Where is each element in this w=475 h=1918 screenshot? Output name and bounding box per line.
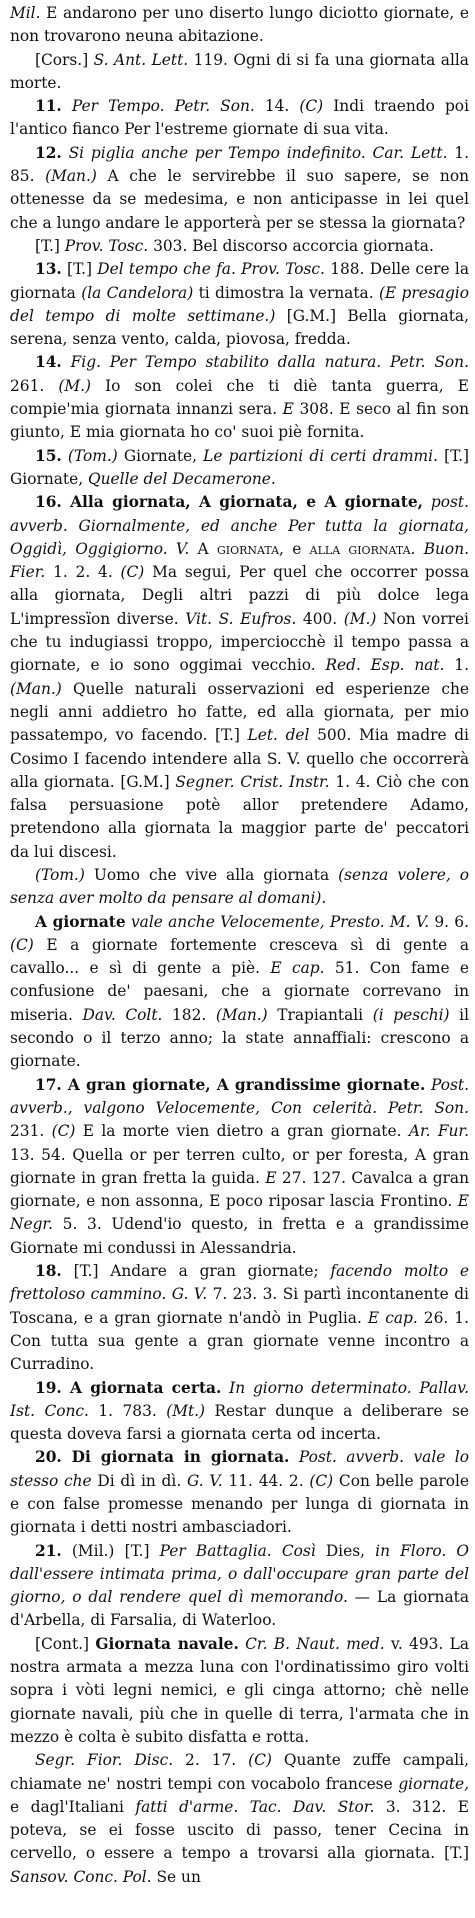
text-run: 14.	[35, 353, 62, 372]
text-run: Giornata navale.	[95, 1634, 239, 1653]
text-run: [T.] Andare a gran giornate;	[61, 1262, 331, 1281]
text-run: 182.	[162, 1005, 216, 1024]
text-run: 7. 23. 3. Si partì incontanente di Toscana, e a gran giornate n'andò in Puglia.	[10, 1285, 469, 1327]
text-run: G. V.	[186, 1471, 223, 1490]
text-run: E	[265, 1168, 277, 1187]
text-run: Segr. Fior. Disc.	[35, 1751, 174, 1770]
text-run: (M.)	[343, 609, 377, 628]
entry-paragraph	[10, 258, 469, 351]
text-run: .	[410, 539, 424, 558]
entry-paragraph	[10, 49, 469, 96]
text-run: Dav. Colt.	[82, 1005, 163, 1024]
text-run: E a giornate fortemente cresceva sì di gente a cavallo... e sì di gente a piè.	[10, 935, 469, 978]
text-run: 3. 312. E poteva, se ei fosse uscito di passo, tener Cecina in cervello, o essere a tempo a trovarsi alla giornata. [T.]	[10, 1797, 469, 1863]
text-run: vale anche Velocemente, Presto. M. V.	[130, 912, 430, 931]
text-run	[62, 144, 69, 162]
entry-paragraph	[10, 1074, 469, 1260]
text-run: A giornate	[35, 912, 126, 931]
text-run: 188. Delle cere la giornata	[10, 260, 469, 302]
text-run: Segner. Crist. Instr.	[175, 772, 330, 791]
entry-paragraph	[10, 1540, 469, 1633]
text-run: 26. 1. Con tutta sua gente a gran giornate venne incontro a Curradino.	[10, 1308, 469, 1374]
entry-paragraph	[10, 445, 469, 492]
entry-paragraph	[10, 491, 469, 864]
text-run: Post. avverb. vale lo stesso che	[10, 1448, 469, 1490]
text-run: A giornata	[197, 539, 280, 558]
text-run: 231.	[10, 1122, 52, 1141]
text-run: Uomo che vive alla giornata	[84, 865, 339, 884]
text-run: (E presagio del tempo di molte settimane.)	[10, 283, 469, 325]
text-run: — La giornata d'Arbella, di Farsalia, di Waterloo.	[10, 1588, 469, 1630]
text-run: Cr. B. Naut. med.	[245, 1634, 385, 1653]
text-run: 5. 3. Udend'io questo, in fretta e a grandissime Giornate mi condussi in Alessandria.	[10, 1215, 469, 1257]
text-run: Del tempo che fa. Prov. Tosc.	[97, 260, 325, 279]
text-run: Quante zuffe campali, chiamate ne' nostri tempi con vocabolo francese	[10, 1751, 469, 1793]
text-run: (Mil.) [T.]	[61, 1541, 160, 1560]
entry-paragraph	[10, 1446, 469, 1539]
text-run: giornate,	[398, 1774, 469, 1793]
text-run: Non vorrei che tu indugiassi troppo, imperciocchè il tempo passa a giornate, e io sono oggimai vecchio.	[10, 609, 469, 675]
text-run: Let. del	[247, 726, 310, 745]
entry-paragraph	[10, 1377, 469, 1447]
entry-paragraph	[10, 1749, 469, 1889]
text-run: Indi traendo poi l'antico fianco Per l'estreme giornate di sua vita.	[10, 97, 469, 139]
text-run: Per Tempo. Petr. Son.	[71, 97, 255, 116]
text-run: (C)	[248, 1751, 272, 1770]
text-run: 21.	[35, 1541, 62, 1560]
text-run: facendo molto e frettoloso cammino. G. V.	[10, 1262, 469, 1304]
text-run: Buon. Fier.	[10, 539, 469, 582]
entry-paragraph	[10, 95, 469, 142]
text-run: Quelle del Decamerone.	[88, 469, 276, 488]
text-run: [Cont.]	[35, 1634, 96, 1653]
text-run: (C)	[120, 563, 145, 582]
text-run: Ar. Fur.	[408, 1122, 469, 1141]
entry-paragraph	[10, 1633, 469, 1749]
text-run: 13.	[35, 260, 62, 279]
text-run: Giornate,	[117, 446, 204, 465]
text-run: (Tom.)	[67, 446, 118, 465]
text-run: Per Battaglia. Così	[159, 1541, 316, 1560]
text-run: Ma segui, Per quel che occorrer possa alla giornata, Degli altri pazzi di più dolce lega L'impressïon diverse.	[10, 563, 469, 628]
text-run: 500. Mia madre di Cosimo I facendo intendere alla S. V. quello che occorrerà alla giornata. [G.M.]	[10, 726, 469, 791]
text-run: 14.	[254, 97, 300, 116]
text-run	[221, 1379, 229, 1397]
text-run: 19. A giornata certa.	[35, 1378, 222, 1397]
text-run: 27. 127. Cavalca a gran giornate, e non assonna, E poco riposar lascia Frontino.	[10, 1168, 469, 1211]
text-run: Se un	[151, 1867, 201, 1886]
text-run: 18.	[35, 1262, 62, 1281]
text-run: Prov. Tosc.	[64, 236, 149, 255]
text-run: 1.	[444, 656, 469, 675]
text-run: Quelle naturali osservazioni ed esperienze che negli anni addietro ho fatte, ed alla giornata, per mio passatempo, vo facendo. [T.]	[10, 679, 469, 745]
text-run: (Man.)	[215, 1005, 268, 1024]
text-run: Di dì in dì.	[91, 1471, 187, 1490]
text-run: Dies,	[315, 1541, 376, 1560]
text-run: (Tom.)	[35, 865, 85, 884]
text-run: (senza volere, o senza aver molto da pensare al domani).	[10, 865, 469, 908]
text-run	[423, 493, 431, 511]
entry-paragraph	[10, 2, 469, 49]
text-run: 13. 54. Quella or per terren culto, or per foresta, A gran giornate in gran fretta la guida.	[10, 1145, 469, 1187]
text-run: 261.	[10, 376, 59, 395]
text-run: (Man.)	[10, 679, 62, 698]
text-run: fatti d'arme. Tac. Dav. Stor.	[135, 1797, 375, 1816]
text-run: 1. 85.	[10, 143, 469, 186]
entry-paragraph	[10, 864, 469, 911]
text-run: Sansov. Conc. Pol.	[10, 1867, 152, 1886]
text-run: S. Ant. Lett.	[93, 50, 189, 69]
text-run: 16. Alla giornata, A giornata, e A giornate,	[35, 493, 424, 512]
text-run: v. 493. La nostra armata a mezza luna con l'ordinatissimo giro volti sopra i vòti legni nemici, e gli cinga attorno; chè nelle giornate navali, più che in quelle di terra, l'armata che in mezzo è colta è subito disfatta e rotta.	[10, 1634, 469, 1746]
entry-paragraph	[10, 1260, 469, 1376]
text-run: E la morte vien dietro a gran giornate.	[75, 1122, 409, 1141]
text-run: 15.	[35, 446, 62, 465]
text-run: (C)	[299, 97, 324, 116]
text-run: [T.]	[61, 260, 98, 279]
text-run: 2. 17.	[173, 1751, 249, 1770]
text-run: 11.	[35, 97, 62, 116]
text-run: In giorno determinato. Pallav. Ist. Conc.	[10, 1378, 469, 1420]
text-run: alla giornata	[309, 539, 411, 558]
text-run: Fig. Per Tempo stabilito dalla natura. Petr. Son.	[70, 353, 469, 372]
text-run: 303. Bel discorso accorcia giornata.	[148, 236, 434, 255]
text-run: E cap.	[270, 959, 325, 978]
entry-paragraph	[10, 351, 469, 444]
text-run: [Cors.]	[35, 50, 94, 69]
text-run	[62, 97, 72, 115]
entry-paragraph	[10, 235, 469, 258]
text-run: [T.]	[35, 236, 65, 255]
text-run: [G.M.] Bella giornata, serena, senza vento, calda, piovosa, fredda.	[10, 306, 469, 349]
text-run: Si piglia anche per Tempo indefinito. Car. Lett.	[68, 143, 448, 162]
text-run	[289, 1448, 298, 1466]
text-run: il secondo o il terzo anno; la state annaffiali: crescono a giornate.	[10, 1005, 469, 1071]
text-run: (M.)	[58, 376, 92, 395]
text-run: A che le servirebbe il suo sapere, se non ottenesse da se medesima, e non anticipasse in lei quel che a lungo andare le apporterà per se stessa la giornata?	[10, 167, 469, 232]
text-run: 1. 4. Ciò che con falsa persuasione potè allor pretendere Adamo, pretendono alla giornata la maggior parte de' peccatori da lui discesi.	[10, 772, 469, 861]
text-run: ti dimostra la vernata.	[193, 283, 379, 302]
text-run: (C)	[309, 1471, 334, 1490]
text-run	[189, 540, 197, 558]
text-run: Post. avverb., valgono Velocemente, Con celerità. Petr. Son.	[10, 1075, 469, 1117]
entry-paragraph	[10, 142, 469, 235]
text-run: 11. 44. 2.	[222, 1471, 310, 1490]
text-run: 119. Ogni di si fa una giornata alla morte.	[10, 50, 469, 92]
text-run: Trapiantali	[267, 1005, 373, 1024]
entry-paragraph	[10, 911, 469, 1074]
text-run: (C)	[51, 1122, 76, 1141]
text-run	[62, 353, 71, 371]
text-run: (Man.)	[45, 167, 97, 186]
text-run: in Floro. O dall'essere intimata prima, o dall'occupare gran parte del giorno, o dal rendere quel dì memorando.	[10, 1541, 470, 1607]
text-run: Io son colei che ti diè tanta guerra, E compie'mia giornata innanzi sera.	[10, 376, 469, 419]
text-run: 400.	[296, 609, 344, 628]
text-run: 308. E seco al fin son giunto, E mia giornata ho co' suoi piè fornita.	[10, 400, 469, 442]
text-run: 1. 2. 4.	[45, 563, 121, 582]
text-run: 20. Di giornata in giornata.	[35, 1448, 290, 1467]
text-run: Le partizioni di certi drammi.	[203, 446, 438, 465]
text-run: 9. 6.	[429, 912, 469, 931]
text-run: [T.] Giornate,	[10, 446, 469, 488]
text-run: E andarono per uno diserto lungo diciotto giornate, e non trovarono neuna abitazione.	[10, 4, 469, 46]
text-run: (la Candelora)	[81, 283, 194, 302]
text-run: E Negr.	[10, 1192, 469, 1234]
text-run: 51. Con fame e confusione de' paesani, che a giornate correvano in miseria.	[10, 959, 470, 1024]
text-run: (C)	[10, 935, 34, 954]
text-run: Con belle parole e con false promesse menando per lunga di giornata in giornata i detti nostri ambasciadori.	[10, 1471, 469, 1537]
text-run: Red. Esp. nat.	[325, 656, 445, 675]
text-run: Mil.	[10, 4, 41, 22]
text-run: Restar dunque a deliberare se questa doveva farsi a giornata certa od incerta.	[10, 1401, 469, 1444]
text-run: (i peschi)	[372, 1005, 450, 1024]
text-run: post. avverb. Giornalmente, ed anche Per tutta la giornata, Oggidì, Oggigiorno. V.	[10, 493, 469, 558]
text-run: , e	[279, 539, 310, 558]
text-run: E cap.	[367, 1308, 418, 1327]
text-run: 1. 783.	[88, 1401, 167, 1420]
text-run: e dagl'Italiani	[10, 1797, 136, 1816]
text-run: Vit. S. Eufros.	[185, 609, 297, 628]
text-run: 17. A gran giornate, A grandissime giornate.	[35, 1075, 426, 1094]
text-run: E	[282, 400, 294, 419]
text-run: (Mt.)	[166, 1401, 206, 1420]
text-run: 12.	[35, 143, 62, 162]
